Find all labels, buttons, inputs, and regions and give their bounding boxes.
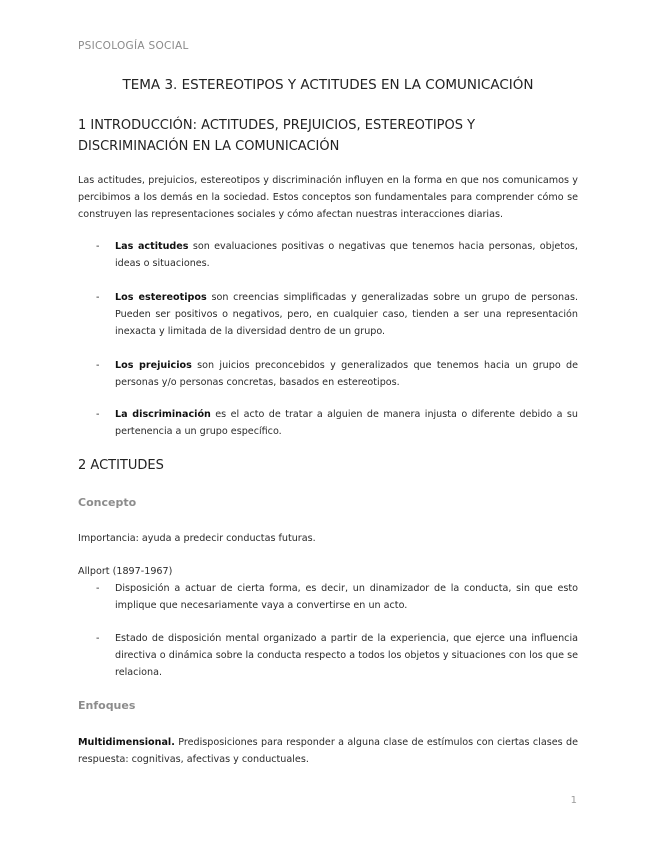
- bullet-text: son juicios preconcebidos y generalizados que tenemos hacia un grupo de personas y/o personas concretas, basados en estereotipos.: [115, 360, 579, 388]
- bullet-dash: -: [96, 292, 100, 303]
- subheading-enfoques: Enfoques: [78, 699, 136, 712]
- allport-bullet-2: [78, 630, 578, 681]
- bullet-discriminacion: [78, 406, 578, 440]
- bullet-term: La discriminación: [115, 409, 211, 420]
- bullet-dash: -: [96, 241, 100, 252]
- bullet-text: Disposición a actuar de cierta forma, es decir, un dinamizador de la conducta, sin que esto implique que necesariamente vaya a convertirse en un acto.: [115, 583, 578, 611]
- bullet-term: Los prejuicios: [115, 360, 192, 371]
- bullet-text: Estado de disposición mental organizado a partir de la experiencia, que ejerce una influencia directiva o dinámica sobre la conducta respecto a todos los objetos y situaciones con los que se relaciona.: [115, 633, 578, 678]
- bullet-text: son creencias simplificadas y generalizadas sobre un grupo de personas. Pueden ser positivos o negativos, pero, en cualquier caso, tienden a ser una representación inexacta y limitada de la diversidad dentro de un grupo.: [115, 292, 578, 337]
- allport-bullet-1: [78, 580, 578, 614]
- section-1-heading: 1 INTRODUCCIÓN: ACTITUDES, PREJUICIOS, ESTEREOTIPOS Y DISCRIMINACIÓN EN LA COMUNICACIÓN: [78, 118, 476, 154]
- intro-paragraph: Las actitudes, prejuicios, estereotipos y discriminación influyen en la forma en que nos comunicamos y percibimos a los demás en la sociedad. Estos conceptos son fundamentales para comprender cómo se construyen las representaciones sociales y cómo afectan nuestras interacciones diarias.: [78, 175, 578, 220]
- bullet-estereotipos: [78, 289, 578, 340]
- bullet-dash: -: [96, 409, 100, 420]
- bullet-term: Los estereotipos: [115, 292, 207, 303]
- page-number: 1: [570, 795, 577, 806]
- bullet-dash: -: [96, 360, 100, 371]
- bullet-text: es el acto de tratar a alguien de manera injusta o diferente debido a su pertenencia a un grupo específico.: [115, 409, 578, 437]
- allport-label: Allport (1897-1967): [78, 566, 173, 577]
- importancia-paragraph: Importancia: ayuda a predecir conductas futuras.: [78, 533, 316, 544]
- bullet-dash: -: [96, 633, 100, 644]
- bullet-prejuicios: [78, 357, 578, 391]
- page-title: TEMA 3. ESTEREOTIPOS Y ACTITUDES EN LA COMUNICACIÓN: [122, 77, 534, 93]
- section-2-heading: 2 ACTITUDES: [78, 458, 164, 473]
- bullet-dash: -: [96, 583, 100, 594]
- multidimensional-text: Predisposiciones para responder a alguna clase de estímulos con ciertas clases de respuesta: cognitivas, afectivas y conductuales.: [78, 737, 578, 765]
- running-header: PSICOLOGÍA SOCIAL: [78, 40, 189, 52]
- subheading-concepto: Concepto: [78, 496, 137, 509]
- bullet-text: son evaluaciones positivas o negativas que tenemos hacia personas, objetos, ideas o situaciones.: [115, 241, 578, 269]
- multidimensional-term: Multidimensional.: [78, 737, 175, 748]
- bullet-term: Las actitudes: [115, 241, 189, 252]
- bullet-actitudes: [78, 238, 578, 272]
- multidimensional-paragraph: [78, 734, 578, 768]
